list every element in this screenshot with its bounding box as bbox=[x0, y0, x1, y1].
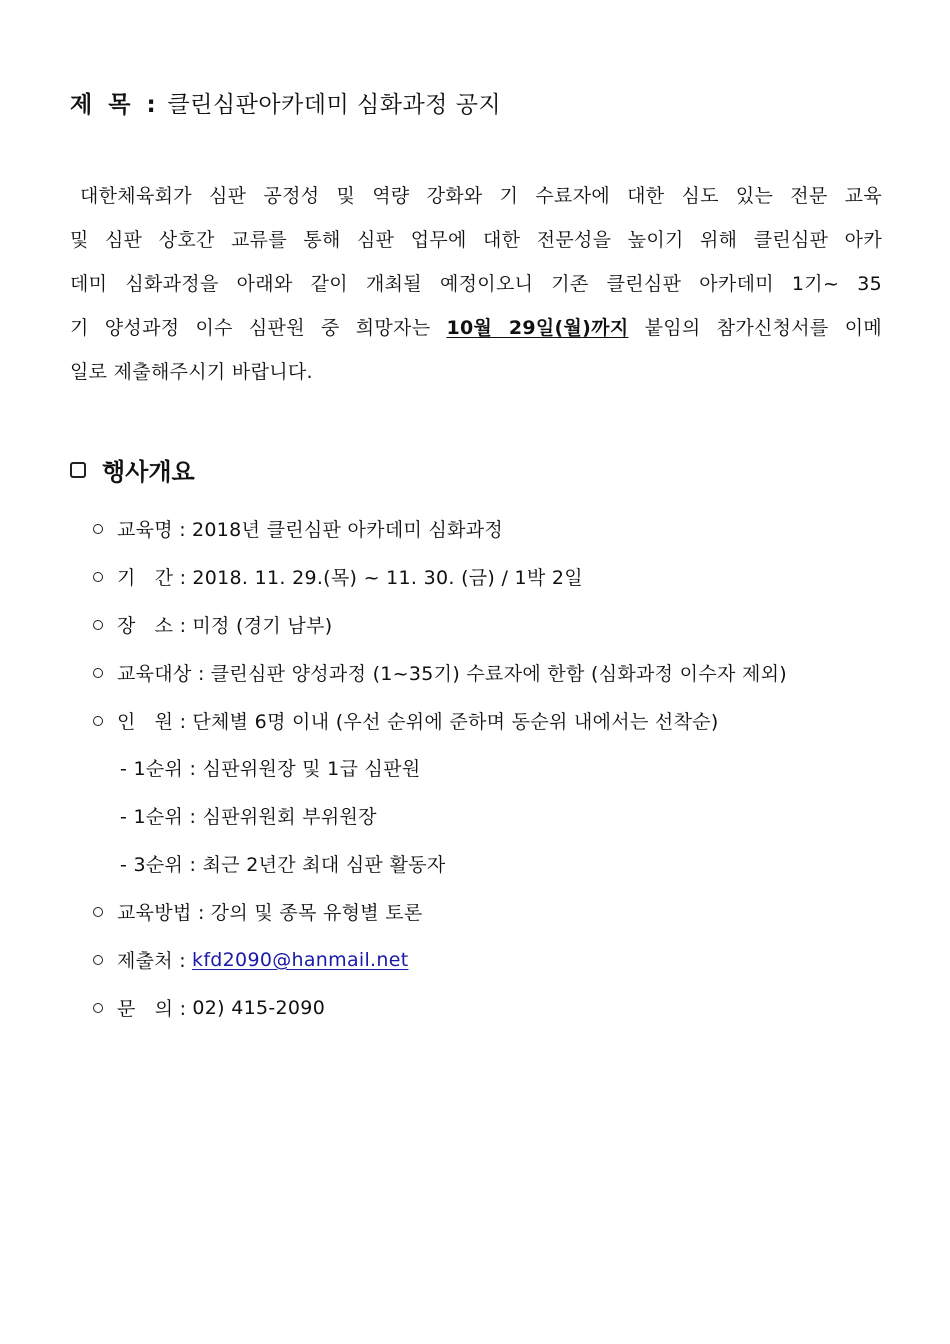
item-value: 02) 415-2090 bbox=[192, 996, 326, 1019]
item-label: 장 소 : bbox=[117, 615, 187, 637]
title-label: 제 목 : bbox=[70, 92, 160, 118]
intro-line-4 bbox=[70, 306, 882, 350]
document-title bbox=[70, 86, 501, 119]
priority-item-3: - 3순위 : 최근 2년간 최대 심판 활동자 bbox=[120, 854, 446, 876]
email-link[interactable]: kfd2090@hanmail.net bbox=[192, 948, 409, 971]
item-value: 클린심판 양성과정 (1~35기) 수료자에 한함 (심화과정 이수자 제외) bbox=[210, 663, 787, 685]
priority-item-2: - 1순위 : 심판위원회 부위원장 bbox=[120, 806, 377, 828]
intro-line-5: 일로 제출해주시기 바랍니다. bbox=[70, 361, 313, 383]
overview-item-target bbox=[93, 659, 787, 686]
section-heading-overview bbox=[70, 452, 195, 487]
circle-bullet-icon bbox=[93, 907, 103, 917]
item-value: 2018. 11. 29.(목) ~ 11. 30. (금) / 1박 2일 bbox=[192, 567, 583, 589]
checkbox-icon bbox=[70, 462, 86, 478]
item-value: 강의 및 종목 유형별 토론 bbox=[210, 902, 423, 924]
intro-line-4-post: 붙임의 참가신청서를 이메 bbox=[644, 317, 883, 339]
item-label: 교육대상 : bbox=[117, 663, 205, 685]
item-value: 2018년 클린심판 아카데미 심화과정 bbox=[192, 519, 504, 541]
item-label: 제출처 : bbox=[117, 950, 187, 972]
circle-bullet-icon bbox=[93, 955, 103, 965]
item-value: 미정 (경기 남부) bbox=[192, 615, 333, 637]
item-value: 단체별 6명 이내 (우선 순위에 준하며 동순위 내에서는 선착순) bbox=[192, 711, 719, 733]
item-label: 인 원 : bbox=[117, 711, 187, 733]
deadline-text: 10월 29일(월)까지 bbox=[446, 317, 629, 339]
circle-bullet-icon bbox=[93, 620, 103, 630]
intro-line-4-pre: 기 양성과정 이수 심판원 중 희망자는 bbox=[70, 317, 431, 339]
intro-line-2: 및 심판 상호간 교류를 통해 심판 업무에 대한 전문성을 높이기 위해 클린심판 아카 bbox=[70, 229, 882, 251]
overview-item-method bbox=[93, 898, 423, 925]
section-heading-text: 행사개요 bbox=[102, 458, 195, 486]
intro-line-1: 대한체육회가 심판 공정성 및 역량 강화와 기 수료자에 대한 심도 있는 전문 교육 bbox=[80, 185, 882, 207]
overview-item-period bbox=[93, 563, 583, 590]
circle-bullet-icon bbox=[93, 572, 103, 582]
item-label: 문 의 : bbox=[117, 998, 187, 1020]
overview-item-contact bbox=[93, 994, 325, 1021]
circle-bullet-icon bbox=[93, 668, 103, 678]
overview-item-submit bbox=[93, 946, 408, 973]
overview-item-course-name bbox=[93, 515, 503, 542]
item-label: 기 간 : bbox=[117, 567, 187, 589]
intro-line-3: 데미 심화과정을 아래와 같이 개최될 예정이오니 기존 클린심판 아카데미 1기~ 35 bbox=[70, 273, 882, 295]
priority-item-1: - 1순위 : 심판위원장 및 1급 심판원 bbox=[120, 758, 421, 780]
item-label: 교육명 : bbox=[117, 519, 187, 541]
overview-item-headcount bbox=[93, 707, 719, 734]
overview-item-location bbox=[93, 611, 332, 638]
circle-bullet-icon bbox=[93, 524, 103, 534]
circle-bullet-icon bbox=[93, 716, 103, 726]
title-text: 클린심판아카데미 심화과정 공지 bbox=[167, 92, 502, 118]
item-label: 교육방법 : bbox=[117, 902, 205, 924]
circle-bullet-icon bbox=[93, 1003, 103, 1013]
